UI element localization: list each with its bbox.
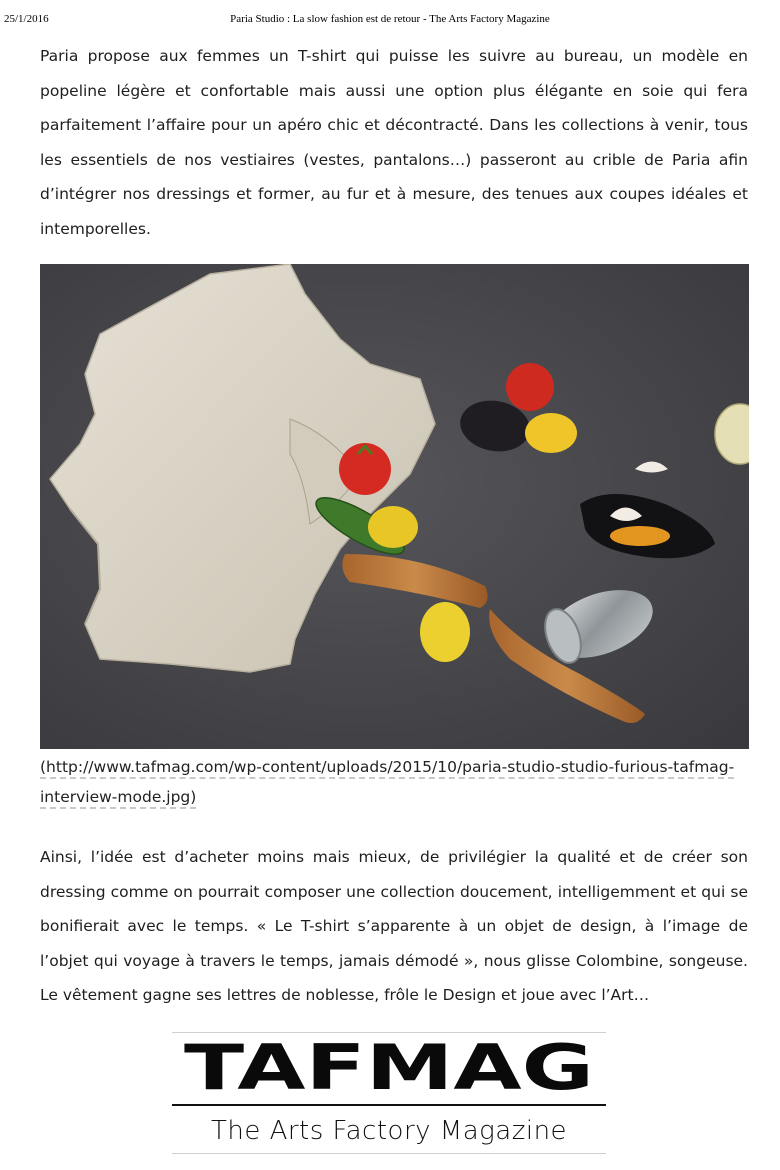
- logo-bottom-rule: [172, 1153, 606, 1154]
- print-header: [0, 0, 780, 30]
- print-date: 25/1/2016: [4, 13, 49, 25]
- logo-divider: [172, 1104, 606, 1106]
- tafmag-tagline: The Arts Factory Magazine: [210, 1116, 568, 1146]
- tomato-in-shirt: [339, 443, 391, 495]
- lemon-top: [525, 413, 577, 453]
- lemon-in-shirt: [368, 506, 418, 548]
- image-source-link[interactable]: [40, 752, 750, 812]
- lemon-ground: [420, 602, 470, 662]
- article-paragraph-2: Ainsi, l’idée est d’acheter moins mais mieux, de privilégier la qualité et de créer son dressing comme on pourrait composer une collection doucement, intelligemment et qui se bonifierait avec le temps. « Le T-shirt s’apparente à un objet de design, à l’image de l’objet qui voyage à travers le temps, jamais démodé », nous glisse Colombine, songeuse. Le vêtement gagne ses lettres de noblesse, frôle le Design et joue avec l’Art…: [40, 848, 748, 1005]
- tafmag-wordmark: [172, 1032, 606, 1098]
- article-paragraph-1: Paria propose aux femmes un T-shirt qui puisse les suivre au bureau, un modèle en popeline légère et confortable mais aussi une option plus élégante en soie qui fera parfaitement l’affaire pour un apéro chic et décontracté. Dans les collections à venir, tous les essentiels de nos vestiaires (vestes, pantalons…) passeront au crible de Paria afin d’intégrer nos dressings et former, au fur et à mesure, des tenues aux coupes idéales et intemporelles.: [40, 47, 748, 238]
- image-source-url[interactable]: (http://www.tafmag.com/wp-content/uploads/2015/10/paria-studio-studio-furious-tafmag-interview-mode.jpg): [40, 758, 735, 806]
- egg-yolk: [610, 526, 670, 546]
- tomato-top: [506, 363, 554, 411]
- tafmag-wordmark-text: TAFMAG: [184, 1032, 594, 1098]
- article-photo: [40, 264, 749, 749]
- tafmag-logo: [172, 1032, 606, 1156]
- print-page-title: Paria Studio : La slow fashion est de retour - The Arts Factory Magazine: [230, 13, 550, 25]
